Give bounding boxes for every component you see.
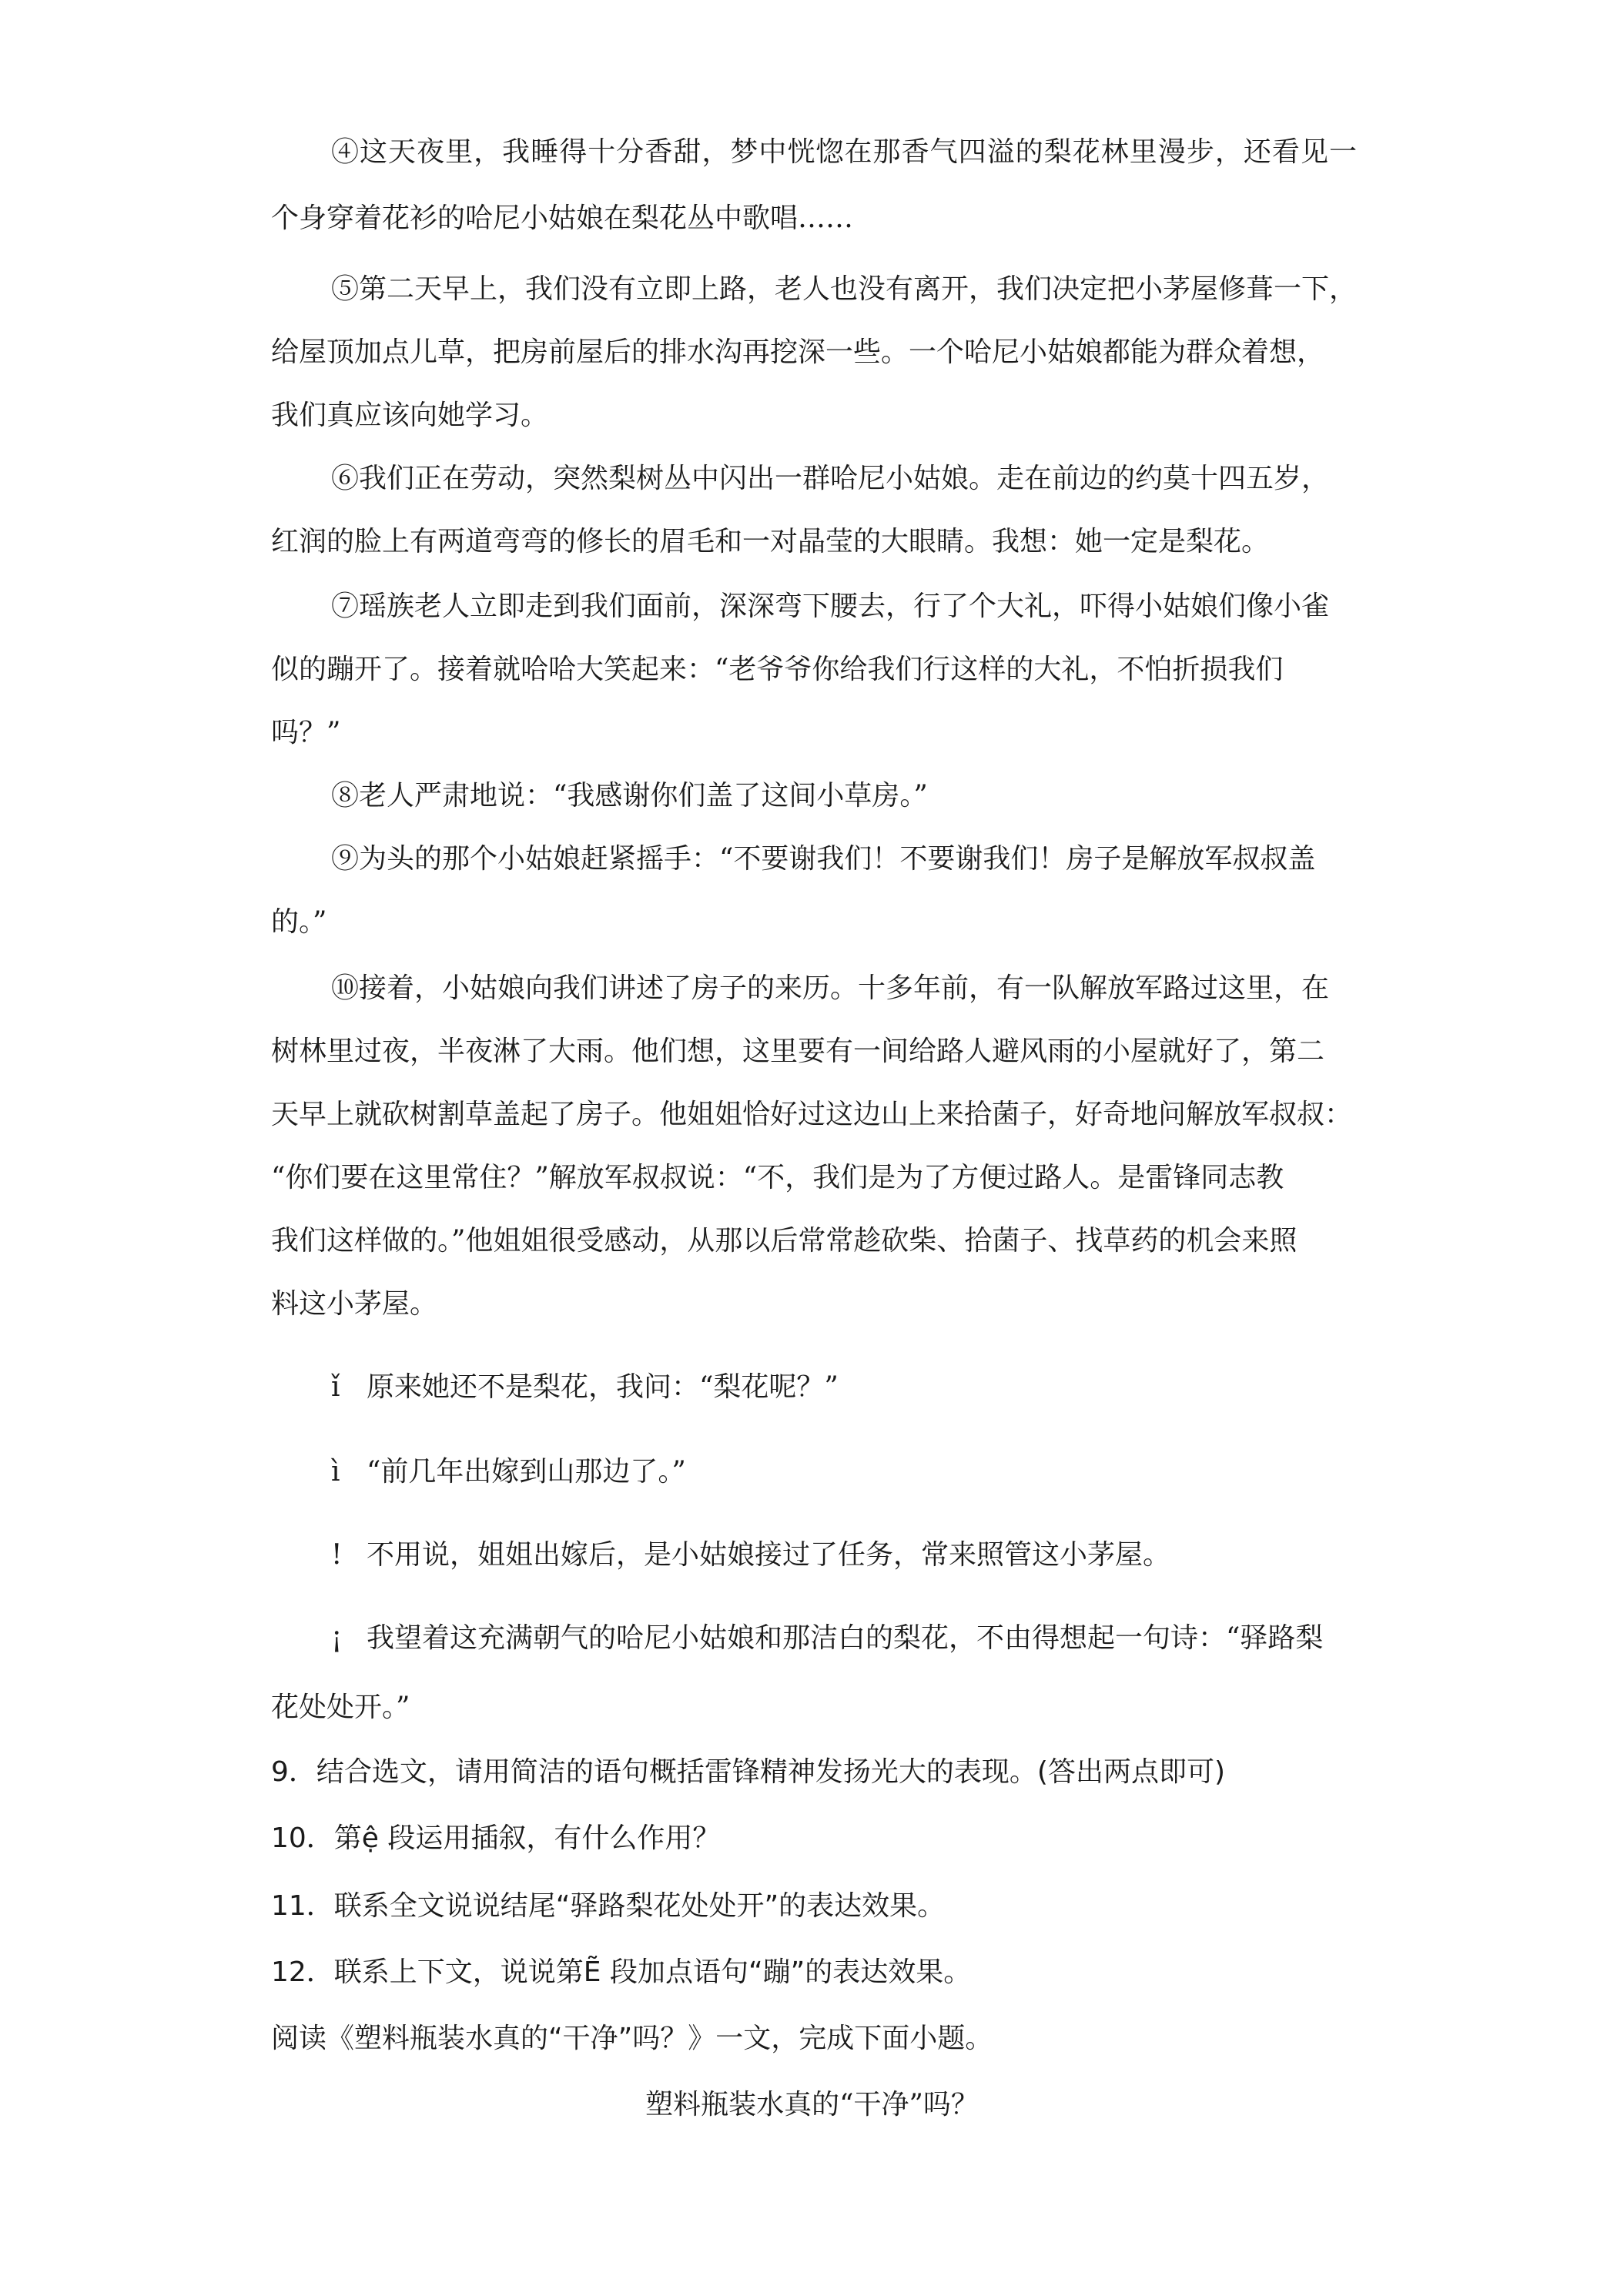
para-5-line-1: ⑤第二天早上，我们没有立即上路，老人也没有离开，我们决定把小茅屋修葺一下， [331,273,1358,305]
para-13-text: 不用说，姐姐出嫁后，是小姑娘接过了任务，常来照管这小茅屋。 [367,1539,1171,1571]
para-7-line-1: ⑦瑶族老人立即走到我们面前，深深弯下腰去，行了个大礼，吓得小姑娘们像小雀 [331,591,1330,622]
para-10-line-4: “你们要在这里常住？”解放军叔叔说：“不，我们是为了方便过路人。是雷锋同志教 [271,1162,1284,1193]
para-7-line-2: 似的蹦开了。接着就哈哈大笑起来：“老爷爷你给我们行这样的大礼，不怕折损我们 [271,654,1284,685]
para-12 [0,1455,1624,1489]
para-14-marker: ¡ [331,1622,343,1654]
para-10-line-3: 天早上就砍树割草盖起了房子。他姐姐恰好过这边山上来拾菌子，好奇地问解放军叔叔： [271,1099,1353,1130]
para-13 [0,1538,1624,1572]
para-14-line-2: 花处处开。” [271,1692,410,1723]
para-6-line-2: 红润的脸上有两道弯弯的修长的眉毛和一对晶莹的大眼睛。我想：她一定是梨花。 [271,526,1270,557]
para-10-line-6: 料这小茅屋。 [271,1288,438,1320]
para-4-line-2: 个身穿着花衫的哈尼小姑娘在梨花丛中歌唱…… [271,202,854,234]
para-9-line-1: ⑨为头的那个小姑娘赶紧摇手：“不要谢我们！不要谢我们！房子是解放军叔叔盖 [331,843,1316,875]
question-12: 12．联系上下文，说说第Ẽ 段加点语句“蹦”的表达效果。 [271,1956,972,1988]
question-9: 9．结合选文，请用简洁的语句概括雷锋精神发扬光大的表现。(答出两点即可) [271,1756,1225,1788]
para-14-text: 我望着这充满朝气的哈尼小姑娘和那洁白的梨花，不由得想起一句诗：“驿路梨 [367,1622,1324,1654]
para-14-line-1 [0,1622,1624,1655]
article-title: 塑料瓶装水真的“干净”吗？ [645,2089,979,2120]
para-6-line-1: ⑥我们正在劳动，突然梨树丛中闪出一群哈尼小姑娘。走在前边的约莫十四五岁， [331,463,1330,494]
para-7-line-3: 吗？” [271,717,341,748]
para-11-text: 原来她还不是梨花，我问：“梨花呢？” [367,1371,839,1403]
para-4-line-1: ④这天夜里，我睡得十分香甜，梦中恍惚在那香气四溢的梨花林里漫步，还看见一 [331,136,1357,168]
para-12-text: “前几年出嫁到山那边了。” [367,1456,686,1488]
para-11-marker: ǐ [331,1371,340,1403]
para-12-marker: ì [331,1456,340,1488]
para-13-marker: ! [331,1539,343,1571]
para-11 [0,1371,1624,1404]
para-5-line-2: 给屋顶加点儿草，把房前屋后的排水沟再挖深一些。一个哈尼小姑娘都能为群众着想， [271,336,1325,368]
reading-intro: 阅读《塑料瓶装水真的“干净”吗？》一文，完成下面小题。 [271,2023,993,2054]
question-10: 10．第ệ 段运用插叙，有什么作用？ [271,1822,721,1854]
para-10-line-5: 我们这样做的。”他姐姐很受感动，从那以后常常趁砍柴、拾菌子、找草药的机会来照 [271,1225,1298,1257]
para-10-line-1: ⑩接着，小姑娘向我们讲述了房子的来历。十多年前，有一队解放军路过这里，在 [331,972,1330,1004]
para-8-line-1: ⑧老人严肃地说：“我感谢你们盖了这间小草房。” [331,780,928,812]
question-11: 11．联系全文说说结尾“驿路梨花处处开”的表达效果。 [271,1890,946,1922]
para-10-line-2: 树林里过夜，半夜淋了大雨。他们想，这里要有一间给路人避风雨的小屋就好了，第二 [271,1036,1325,1067]
para-9-line-2: 的。” [271,906,327,938]
para-5-line-3: 我们真应该向她学习。 [271,400,549,431]
